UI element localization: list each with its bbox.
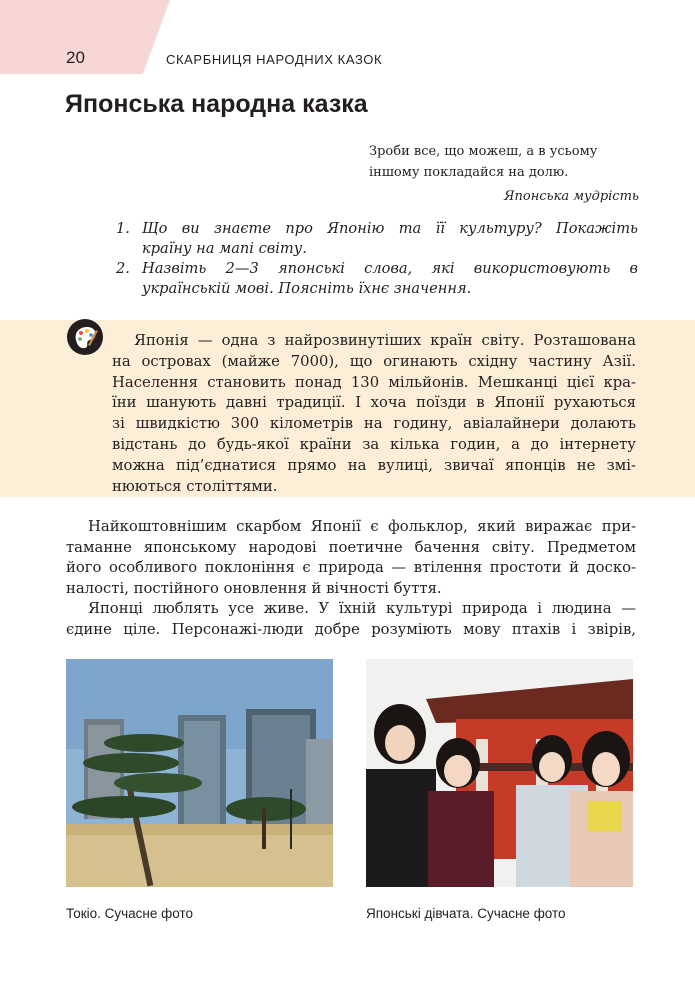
- body-text: [66, 517, 636, 640]
- info-text: [112, 331, 636, 497]
- body-line: таманне японському народові поетичне бачення світу. Предметом: [66, 538, 636, 556]
- question-number: 1.: [116, 220, 130, 237]
- info-line: їни шанують давні традиції. І хоча поїзди в Японії рухаються: [112, 394, 636, 412]
- page-number: 20: [66, 48, 85, 67]
- tokyo-photo-illustration: [66, 659, 333, 887]
- body-line: його особливого поклоніння є природа — втілення простоти й доско-: [66, 559, 636, 576]
- question-line: Назвіть 2—3 японські слова, які використовують в: [142, 260, 638, 277]
- japanese-girls-photo: [366, 659, 633, 887]
- japanese-girls-photo-illustration: [366, 659, 633, 887]
- photo-caption: Японські дівчата. Сучасне фото: [366, 906, 566, 921]
- info-line: можна під’єднатися прямо на вулиці, звичаї японців не змі-: [112, 456, 636, 474]
- page-title: Японська народна казка: [65, 90, 368, 118]
- header-corner-decoration: [0, 0, 170, 74]
- epigraph-author: Японська мудрість: [504, 189, 639, 204]
- question-number: 2.: [116, 260, 130, 277]
- section-title: СКАРБНИЦЯ НАРОДНИХ КАЗОК: [166, 52, 383, 67]
- question-line: Що ви знаєте про Японію та її культуру? Покажіть: [142, 220, 638, 237]
- photo-caption: Токіо. Сучасне фото: [66, 906, 193, 921]
- body-line: Найкоштовнішим скарбом Японії є фольклор, який виражає при-: [88, 518, 636, 535]
- body-line: налості, постійного оновлення й вічності буття.: [66, 579, 442, 597]
- tokyo-photo: [66, 659, 333, 887]
- body-line: Японці люблять усе живе. У їхній культурі природа і людина —: [88, 600, 636, 617]
- question-item: [116, 259, 638, 299]
- epigraph-line: іншому покладайся на долю.: [369, 165, 569, 180]
- question-line: країну на мапі світу.: [142, 240, 307, 257]
- body-line: єдине ціле. Персонажі-люди добре розуміють мову птахів і звірів,: [66, 620, 636, 638]
- info-line: нюються століттями.: [112, 477, 278, 495]
- question-item: [116, 219, 638, 259]
- info-line: Населення становить понад 130 мільйонів. Мешканці цієї кра-: [112, 373, 636, 391]
- palette-icon: [66, 318, 104, 356]
- question-line: українській мові. Поясніть їхнє значення.: [142, 280, 472, 297]
- question-list: [116, 219, 638, 299]
- info-line: зі швидкістю 300 кілометрів на годину, авіалайнери долають: [112, 415, 636, 433]
- epigraph-line: Зроби все, що можеш, а в усьому: [369, 144, 598, 159]
- info-line: на островах (майже 7000), що огинають східну частину Азії.: [112, 352, 636, 370]
- info-line: відстань до будь-якої країни за кілька годин, а до інтернету: [112, 435, 636, 453]
- info-line: Японія — одна з найрозвинутіших країн світу. Розташована: [134, 332, 636, 349]
- epigraph: [369, 141, 639, 207]
